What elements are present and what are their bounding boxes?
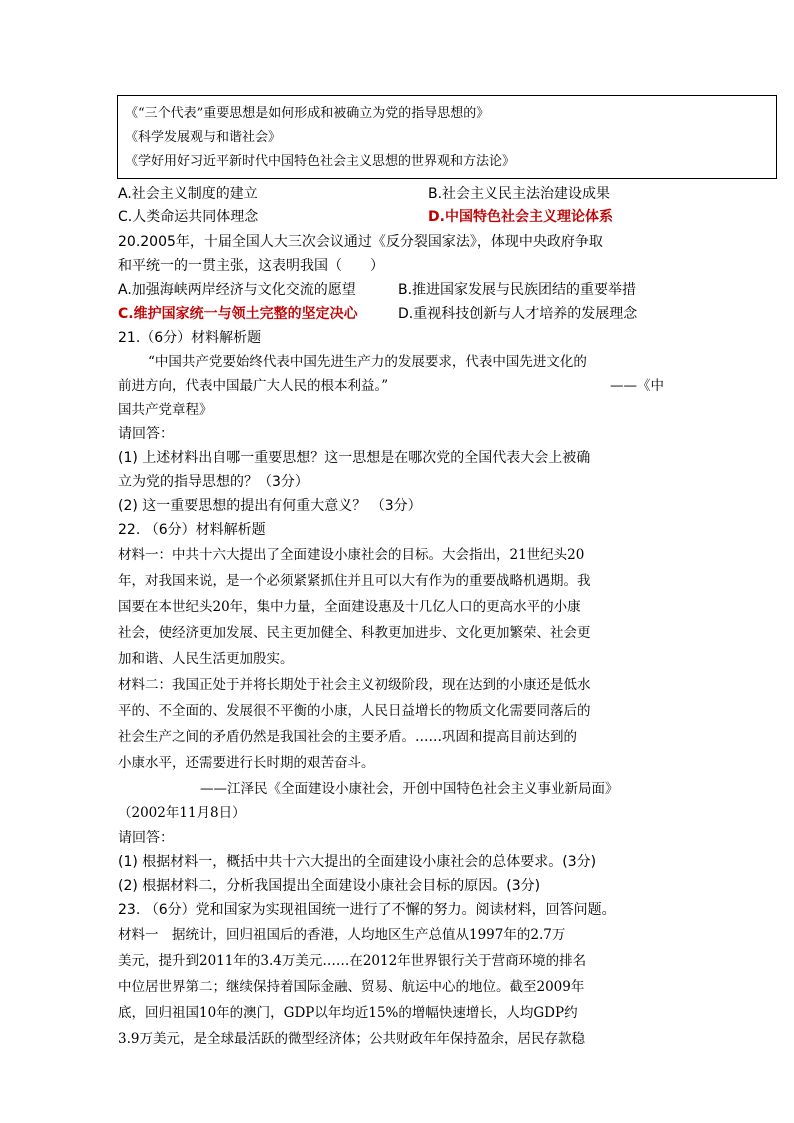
q21-quote-line2: 前进方向，代表中国最广大人民的根本利益。” bbox=[118, 378, 389, 394]
q21-part2: (2) 这一重要思想的提出有何重大意义？ （3分） bbox=[118, 498, 422, 514]
q19-option-a: A.社会主义制度的建立 bbox=[118, 186, 258, 202]
q23-material1-line3: 中位居世界第二；继续保持着国际金融、贸易、航运中心的地位。截至2009年 bbox=[118, 979, 585, 995]
q22-part2: (2) 根据材料二，分析我国提出全面建设小康社会目标的原因。(3分) bbox=[118, 878, 541, 894]
q22-material2-line1: 材料二：我国正处于并将长期处于社会主义初级阶段，现在达到的小康还是低水 bbox=[118, 677, 591, 693]
q22-material2-line3: 社会生产之间的矛盾仍然是我国社会的主要矛盾。……巩固和提高目前达到的 bbox=[118, 729, 577, 745]
q22-heading: 22. （6分）材料解析题 bbox=[118, 522, 266, 538]
q22-material2-line4: 小康水平，还需要进行长时期的艰苦奋斗。 bbox=[118, 755, 375, 771]
q21-ask: 请回答： bbox=[118, 426, 174, 442]
q22-material1-line2: 年，对我国来说，是一个必须紧紧抓住并且可以大有作为的重要战略机遇期。我 bbox=[118, 573, 591, 589]
q22-material1-line3: 国要在本世纪头20年，集中力量，全面建设惠及十几亿人口的更高水平的小康 bbox=[118, 599, 581, 615]
q23-material1-line5: 3.9万美元，是全球最活跃的微型经济体；公共财政年年保持盈余，居民存款稳 bbox=[118, 1031, 585, 1047]
q21-heading: 21.（6分）材料解析题 bbox=[118, 330, 262, 346]
q22-material1-line4: 社会，使经济更加发展、民主更加健全、科教更加进步、文化更加繁荣、社会更 bbox=[118, 625, 591, 641]
q20-stem-line2: 和平统一的一贯主张，这表明我国（ ） bbox=[118, 258, 384, 274]
q20-option-a: A.加强海峡两岸经济与文化交流的愿望 bbox=[118, 282, 356, 298]
q23-material1-line4: 底，回归祖国10年的澳门，GDP以年均近15%的增幅快速增长，人均GDP约 bbox=[118, 1005, 578, 1021]
q22-ask: 请回答： bbox=[118, 830, 174, 846]
q22-material1-line1: 材料一：中共十六大提出了全面建设小康社会的目标。大会指出，21世纪头20 bbox=[118, 547, 585, 563]
q20-option-d: D.重视科技创新与人才培养的发展理念 bbox=[398, 306, 638, 322]
reading-item-2: 《科学发展观与和谐社会》 bbox=[125, 130, 282, 145]
q21-quote-line1: “中国共产党要始终代表中国先进生产力的发展要求，代表中国先进文化的 bbox=[148, 354, 587, 370]
q23-material1-line1: 材料一 据统计，回归祖国后的香港，人均地区生产总值从1997年的2.7万 bbox=[118, 927, 566, 943]
q19-option-d-answer: D.中国特色社会主义理论体系 bbox=[428, 209, 613, 225]
q23-heading: 23. （6分）党和国家为实现祖国统一进行了不懈的努力。阅读材料，回答问题。 bbox=[118, 902, 616, 918]
q22-material2-line2: 平的、不全面的、发展很不平衡的小康，人民日益增长的物质文化需要同落后的 bbox=[118, 703, 591, 719]
q20-stem-line1: 20.2005年，十届全国人大三次会议通过《反分裂国家法》，体现中央政府争取 bbox=[118, 234, 603, 250]
q22-part1: (1) 根据材料一，概括中共十六大提出的全面建设小康社会的总体要求。(3分) bbox=[118, 854, 597, 870]
q22-material1-line5: 加和谐、人民生活更加殷实。 bbox=[118, 651, 294, 667]
reading-item-3: 《学好用好习近平新时代中国特色社会主义思想的世界观和方法论》 bbox=[125, 154, 516, 169]
q19-option-c: C.人类命运共同体理念 bbox=[118, 209, 259, 225]
q19-option-b: B.社会主义民主法治建设成果 bbox=[428, 186, 611, 202]
q21-source-line2: 国共产党章程》 bbox=[118, 402, 213, 418]
q21-source-line1: ——《中 bbox=[610, 378, 664, 394]
q21-part1-line1: (1) 上述材料出自哪一重要思想？这一思想是在哪次党的全国代表大会上被确 bbox=[118, 450, 591, 466]
q22-source-line1: ——江泽民《全面建设小康社会，开创中国特色社会主义事业新局面》 bbox=[200, 781, 619, 797]
q20-option-c-answer: C.维护国家统一与领土完整的坚定决心 bbox=[118, 306, 358, 322]
q20-option-b: B.推进国家发展与民族团结的重要举措 bbox=[398, 282, 637, 298]
q21-part1-line2: 立为党的指导思想的？（3分） bbox=[118, 474, 309, 490]
reading-item-1: 《“三个代表”重要思想是如何形成和被确立为党的指导思想的》 bbox=[125, 106, 490, 121]
q23-material1-line2: 美元，提升到2011年的3.4万美元……在2012年世界银行关于营商环境的排名 bbox=[118, 953, 587, 969]
q22-source-line2: （2002年11月8日） bbox=[118, 805, 246, 821]
